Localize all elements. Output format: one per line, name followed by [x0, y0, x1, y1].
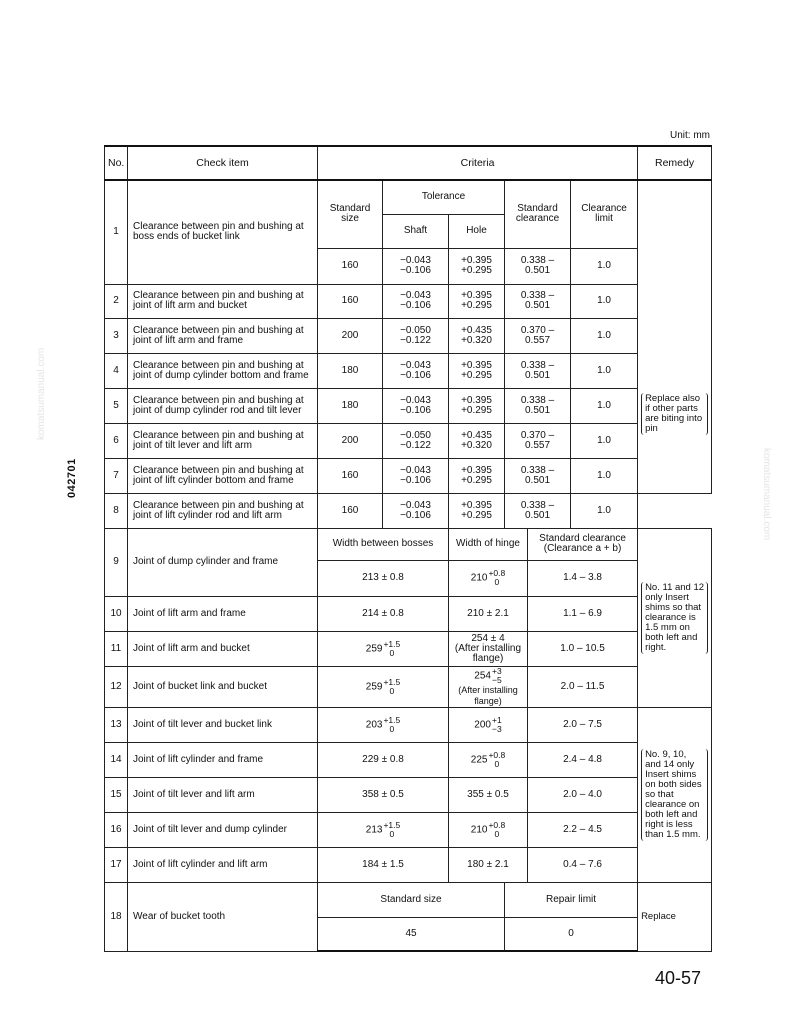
row-no: 11: [105, 631, 128, 666]
clearance-lower: 0.501: [524, 265, 551, 276]
check-item: Joint of lift arm and frame: [128, 596, 318, 631]
row-no: 7: [105, 458, 128, 493]
shaft-upper: −0.043: [400, 464, 431, 476]
subheader-shaft: Shaft: [383, 214, 449, 248]
hole-upper: +0.395: [461, 290, 492, 301]
shaft-upper: −0.050: [400, 429, 431, 441]
row-no: 9: [105, 528, 128, 596]
row-no: 5: [105, 388, 128, 423]
check-item: Joint of tilt lever and lift arm: [128, 777, 318, 812]
clearance-lower: 0.501: [524, 369, 551, 381]
shaft-lower: −0.106: [400, 404, 431, 416]
hole-upper: +0.395: [461, 255, 492, 266]
shaft-lower: −0.106: [400, 300, 431, 311]
clearance-upper: 0.338 –: [520, 394, 555, 406]
width-between-bosses: 213: [365, 824, 383, 836]
clearance-limit: 1.0: [571, 388, 638, 423]
shaft-lower: −0.122: [400, 334, 431, 346]
boss-tol-lower: 0: [389, 685, 395, 696]
clearance-upper: 0.338 –: [520, 359, 555, 371]
width-between-bosses: 213 ± 0.8: [318, 560, 449, 596]
hinge-tol-lower: 0: [494, 828, 500, 839]
width-of-hinge: 225: [470, 754, 488, 766]
table-row: [105, 777, 712, 812]
check-item: Wear of bucket tooth: [128, 882, 318, 951]
width-of-hinge: 200: [474, 719, 491, 731]
clearance-limit: 1.0: [571, 353, 638, 388]
check-item: Clearance between pin and bushing at joint of lift cylinder bottom and frame: [128, 458, 318, 493]
row-no: 10: [105, 596, 128, 631]
standard-clearance: 2.2 – 4.5: [528, 812, 638, 847]
remedy-a-cell: [638, 528, 712, 707]
clearance-upper: 0.338 –: [520, 464, 555, 476]
row-no: 3: [105, 318, 128, 353]
check-item: Clearance between pin and bushing at joint of lift arm and bucket: [128, 284, 318, 318]
subheader-standard-size: Standard size: [318, 180, 383, 248]
hinge-tol-upper: +3: [491, 666, 502, 676]
standard-clearance: 0.4 – 7.6: [528, 847, 638, 882]
width-of-hinge: 210: [470, 824, 488, 836]
standard-clearance: 2.0 – 4.0: [528, 777, 638, 812]
check-item: Clearance between pin and bushing at joint of dump cylinder bottom and frame: [128, 353, 318, 388]
hinge-tol-upper: +1: [491, 714, 502, 725]
shaft-lower: −0.106: [400, 474, 431, 486]
criteria-table: [104, 145, 712, 952]
row-no: 18: [105, 882, 128, 951]
hole-lower: +0.320: [461, 439, 492, 451]
hole-upper: +0.435: [461, 429, 492, 441]
hinge-tol-lower: −5: [491, 674, 502, 685]
boss-tol-lower: 0: [389, 723, 395, 734]
shaft-upper: −0.043: [400, 499, 431, 511]
table-row: [105, 847, 712, 882]
check-item: Clearance between pin and bushing at boss ends of bucket link: [128, 180, 318, 284]
clearance-lower: 0.557: [524, 334, 551, 346]
width-between-bosses: 259: [365, 681, 383, 693]
side-code: 042701: [66, 458, 78, 498]
check-item: Clearance between pin and bushing at joint of lift arm and frame: [128, 318, 318, 353]
width-between-bosses: 229 ± 0.8: [318, 742, 449, 777]
row-no: 15: [105, 777, 128, 812]
boss-tol-lower: 0: [389, 828, 395, 839]
table-row: [105, 707, 712, 742]
check-item: Joint of dump cylinder and frame: [128, 528, 318, 596]
clearance-limit: 1.0: [571, 284, 638, 318]
hinge-tol-lower: −3: [491, 723, 502, 734]
standard-clearance: 2.0 – 7.5: [528, 707, 638, 742]
remedy-b-cell: [638, 707, 712, 882]
subheader-standard-clearance: Standard clearance: [505, 180, 571, 248]
width-between-bosses: 358 ± 0.5: [318, 777, 449, 812]
table-row: [105, 631, 712, 666]
table-row: [105, 284, 712, 318]
boss-tol-upper: +1.5: [383, 714, 401, 725]
standard-clearance: 1.4 – 3.8: [528, 560, 638, 596]
boss-tol-upper: +1.5: [383, 676, 401, 687]
subheader-standard-clearance-ab: Standard clearance (Clearance a + b): [528, 528, 638, 560]
row-no: 14: [105, 742, 128, 777]
check-item: Joint of tilt lever and bucket link: [128, 707, 318, 742]
clearance-limit: 1.0: [571, 458, 638, 493]
subheader-standard-size: Standard size: [318, 882, 505, 917]
hole-lower: +0.295: [461, 509, 492, 521]
check-item: Joint of lift arm and bucket: [128, 631, 318, 666]
row-no: 1: [105, 180, 128, 284]
clearance-limit: 1.0: [571, 423, 638, 458]
table-row: [105, 458, 712, 493]
width-of-hinge: 254: [474, 670, 491, 682]
clearance-upper: 0.370 –: [520, 324, 555, 336]
check-item: Clearance between pin and bushing at joint of dump cylinder rod and tilt lever: [128, 388, 318, 423]
hole-lower: +0.295: [461, 300, 492, 311]
remedy-pins-cell: [638, 180, 712, 493]
standard-size: 160: [318, 493, 383, 528]
subheader-width-between-bosses: Width between bosses: [318, 528, 449, 560]
clearance-upper: 0.338 –: [520, 255, 555, 266]
shaft-lower: −0.106: [400, 369, 431, 381]
check-item: Clearance between pin and bushing at joint of lift cylinder rod and lift arm: [128, 493, 318, 528]
clearance-upper: 0.338 –: [520, 499, 555, 511]
remedy-pins: Replace also if other parts are biting into pin: [641, 393, 708, 435]
width-of-hinge: 210: [470, 572, 488, 584]
row-no: 2: [105, 284, 128, 318]
subheader-clearance-limit: Clearance limit: [571, 180, 638, 248]
width-between-bosses: 214 ± 0.8: [318, 596, 449, 631]
standard-clearance: 2.4 – 4.8: [528, 742, 638, 777]
clearance-lower: 0.557: [524, 439, 551, 451]
hinge-tol-upper: +0.8: [488, 568, 506, 578]
hole-upper: +0.395: [461, 359, 492, 371]
standard-size: 180: [318, 388, 383, 423]
row-no: 6: [105, 423, 128, 458]
header-check-item: Check item: [128, 146, 318, 180]
hinge-note: (After installing flange): [454, 642, 522, 664]
standard-size: 180: [318, 353, 383, 388]
shaft-lower: −0.106: [400, 509, 431, 521]
subheader-hole: Hole: [449, 214, 505, 248]
row-no: 12: [105, 666, 128, 707]
shaft-lower: −0.122: [400, 439, 431, 451]
shaft-lower: −0.106: [400, 265, 431, 276]
hinge-tol-upper: +0.8: [488, 749, 506, 760]
remedy-tooth: Replace: [641, 910, 676, 922]
hole-lower: +0.320: [461, 334, 492, 346]
standard-clearance: 1.0 – 10.5: [528, 631, 638, 666]
clearance-upper: 0.338 –: [520, 290, 555, 301]
hole-lower: +0.295: [461, 369, 492, 381]
hole-lower: +0.295: [461, 404, 492, 416]
remedy-b: No. 9, 10, and 14 only Insert shims on both sides so that clearance on both left and right is less than 1.5 mm.: [641, 749, 708, 841]
boss-tol-upper: +1.5: [383, 638, 401, 649]
check-item: Joint of lift cylinder and lift arm: [128, 847, 318, 882]
unit-label: Unit: mm: [670, 130, 710, 141]
tooth-standard-size: 45: [318, 917, 505, 951]
standard-size: 200: [318, 318, 383, 353]
subheader-repair-limit: Repair limit: [505, 882, 638, 917]
hole-lower: +0.295: [461, 265, 492, 276]
clearance-lower: 0.501: [524, 474, 551, 486]
row-no: 8: [105, 493, 128, 528]
shaft-upper: −0.043: [400, 290, 431, 301]
table-row: [105, 353, 712, 388]
shaft-upper: −0.050: [400, 324, 431, 336]
subheader-width-of-hinge: Width of hinge: [449, 528, 528, 560]
remedy-a: No. 11 and 12 only Insert shims so that clearance is 1.5 mm on both left and right.: [641, 582, 708, 654]
table-row: [105, 812, 712, 847]
clearance-limit: 1.0: [571, 493, 638, 528]
row-no: 4: [105, 353, 128, 388]
width-between-bosses: 259: [365, 643, 383, 655]
table-row: [105, 423, 712, 458]
row-no: 17: [105, 847, 128, 882]
check-item: Clearance between pin and bushing at joint of tilt lever and lift arm: [128, 423, 318, 458]
watermark-right: komatsumanual.com: [761, 448, 772, 541]
check-item: Joint of tilt lever and dump cylinder: [128, 812, 318, 847]
header-criteria: Criteria: [318, 146, 638, 180]
width-of-hinge: 355 ± 0.5: [449, 777, 528, 812]
page-number: 40-57: [655, 968, 702, 988]
hole-lower: +0.295: [461, 474, 492, 486]
table-row: [105, 666, 712, 707]
clearance-limit: 1.0: [571, 248, 638, 284]
shaft-upper: −0.043: [400, 359, 431, 371]
table-row: [105, 388, 712, 423]
row-no: 13: [105, 707, 128, 742]
shaft-upper: −0.043: [400, 394, 431, 406]
hinge-tol-upper: +0.8: [488, 819, 506, 830]
clearance-lower: 0.501: [524, 300, 551, 311]
width-between-bosses: 203: [365, 719, 383, 731]
clearance-lower: 0.501: [524, 404, 551, 416]
tooth-repair-limit: 0: [505, 917, 638, 951]
table-row: [105, 493, 712, 528]
width-between-bosses: 184 ± 1.5: [318, 847, 449, 882]
hinge-tol-lower: 0: [494, 577, 500, 587]
clearance-lower: 0.501: [524, 509, 551, 521]
table-row: [105, 596, 712, 631]
standard-size: 160: [318, 284, 383, 318]
clearance-limit: 1.0: [571, 318, 638, 353]
hole-upper: +0.395: [461, 394, 492, 406]
subheader-tolerance: Tolerance: [383, 180, 505, 214]
hole-upper: +0.395: [461, 499, 492, 511]
header-row: [105, 146, 712, 180]
hole-upper: +0.395: [461, 464, 492, 476]
clearance-upper: 0.370 –: [520, 429, 555, 441]
width-of-hinge: 254 ± 4: [471, 632, 505, 644]
boss-tol-upper: +1.5: [383, 819, 401, 830]
standard-size: 160: [318, 458, 383, 493]
width-of-hinge: 210 ± 2.1: [449, 596, 528, 631]
hinge-note: (After installing flange): [458, 684, 518, 706]
hinge-tol-lower: 0: [494, 758, 500, 769]
header-remedy: Remedy: [638, 146, 712, 180]
standard-size: 200: [318, 423, 383, 458]
check-item: Joint of bucket link and bucket: [128, 666, 318, 707]
check-item: Joint of lift cylinder and frame: [128, 742, 318, 777]
row-no: 16: [105, 812, 128, 847]
standard-clearance: 2.0 – 11.5: [528, 666, 638, 707]
remedy-tooth-cell: [638, 882, 712, 951]
shaft-upper: −0.043: [400, 255, 431, 266]
table-row: [105, 742, 712, 777]
standard-clearance: 1.1 – 6.9: [528, 596, 638, 631]
boss-tol-lower: 0: [389, 647, 395, 658]
hole-upper: +0.435: [461, 324, 492, 336]
table-row: [105, 318, 712, 353]
header-no: No.: [105, 146, 128, 180]
watermark-left: komatsumanual.com: [36, 347, 47, 440]
standard-size: 160: [318, 248, 383, 284]
width-of-hinge: 180 ± 2.1: [449, 847, 528, 882]
